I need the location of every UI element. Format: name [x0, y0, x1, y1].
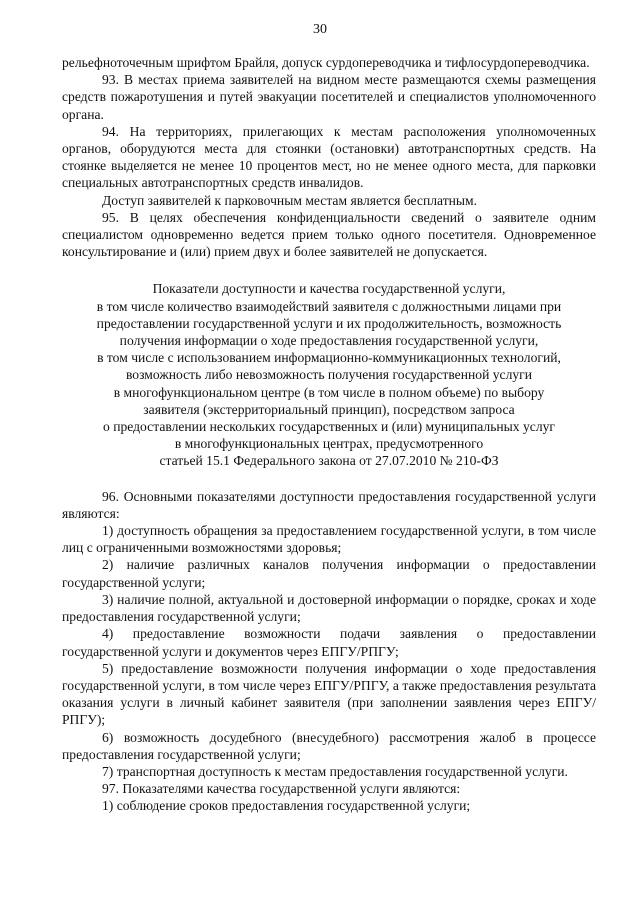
section-heading: [62, 280, 596, 469]
paragraph-97: 97. Показателями качества государственной услуги являются:: [102, 781, 461, 797]
heading-line: о предоставлении нескольких государственных и (или) муниципальных услуг: [103, 419, 555, 435]
paragraph-96: 96. Основными показателями доступности предоставления государственной услуги являются:: [62, 488, 596, 521]
list-item: 7) транспортная доступность к местам предоставления государственной услуги.: [102, 763, 568, 779]
heading-line: предоставлении государственной услуги и их продолжительность, возможность: [96, 315, 562, 331]
paragraph-95: 95. В целях обеспечения конфиденциальности сведений о заявителе одним специалистом одновременно ведется прием только одного посетителя. Одновременное консультирование и (или) прием двух и более заявителей не допускается.: [62, 209, 596, 260]
heading-line: в многофункциональном центре (в том числе в полном объеме) по выбору: [113, 384, 545, 400]
paragraph-93: 93. В местах приема заявителей на видном месте размещаются схемы размещения средств пожаротушения и путей эвакуации посетителей и специалистов уполномоченного органа.: [62, 72, 596, 122]
heading-line: заявителя (экстерриториальный принцип), посредством запроса: [143, 401, 515, 417]
list-item: 2) наличие различных каналов получения информации о предоставлении государственной услуги;: [62, 557, 596, 590]
list-item: 1) доступность обращения за предоставлением государственной услуги, в том числе лиц с ограниченными возможностями здоровья;: [62, 523, 596, 556]
heading-line: в многофункциональных центрах, предусмотренного: [174, 436, 484, 452]
paragraph-parking-free: Доступ заявителей к парковочным местам является бесплатным.: [102, 192, 478, 208]
heading-line: в том числе с использованием информационно-коммуникационных технологий,: [97, 350, 561, 366]
heading-line: в том числе количество взаимодействий заявителя с должностными лицами при: [96, 298, 562, 314]
page-number: 30: [313, 22, 327, 37]
list-item: 3) наличие полной, актуальной и достоверной информации о порядке, сроках и ходе предоставления государственной услуги;: [62, 591, 596, 625]
bottom-section: [62, 488, 596, 815]
list-item: 5) предоставление возможности получения информации о ходе предоставления государственной услуги, в том числе через ЕПГУ/РПГУ, а также предоставления результата оказания услуги в личный кабинет заявителя (при заполнении заявления через ЕПГУ/РПГУ);: [62, 660, 596, 728]
heading-line: статьей 15.1 Федерального закона от 27.07.2010 № 210-ФЗ: [159, 453, 499, 469]
paragraph-94: 94. На территориях, прилегающих к местам расположения уполномоченных органов, оборудуются места для стоянки (остановки) автотранспортных средств. На стоянке выделяется не менее 10 процентов мест, но не менее одного места, для парковки специальных автотранспортных средств инвалидов.: [62, 123, 596, 191]
top-section: [62, 54, 596, 260]
heading-line: Показатели доступности и качества государственной услуги,: [152, 281, 506, 297]
heading-line: возможность либо невозможность получения государственной услуги: [125, 367, 533, 383]
list-item: 1) соблюдение сроков предоставления государственной услуги;: [102, 798, 471, 814]
list-item: 4) предоставление возможности подачи заявления о предоставлении государственной услуги и документов через ЕПГУ/РПГУ;: [62, 626, 596, 659]
heading-line: получения информации о ходе предоставления государственной услуги,: [119, 333, 539, 349]
list-item: 6) возможность досудебного (внесудебного) рассмотрения жалоб в процессе предоставления государственной услуги;: [62, 729, 596, 762]
document-body: [62, 54, 596, 815]
paragraph-continuation: рельефноточечным шрифтом Брайля, допуск сурдопереводчика и тифлосурдопереводчика.: [62, 55, 590, 70]
